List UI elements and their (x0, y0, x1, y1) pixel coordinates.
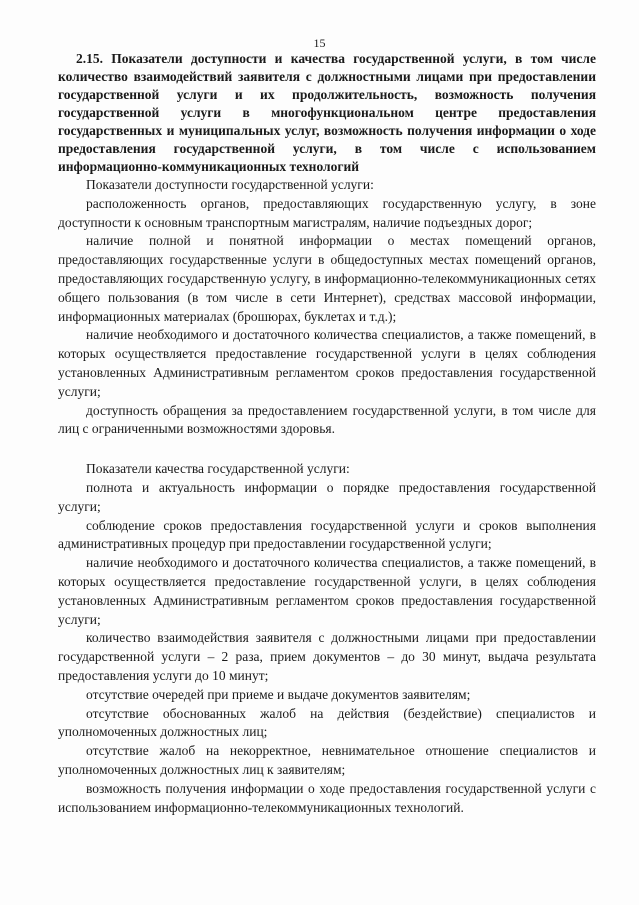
availability-item: доступность обращения за предоставлением государственной услуги, в том числе для лиц с ограниченными возможностями здоровья. (58, 402, 596, 437)
quality-item: отсутствие очередей при приеме и выдаче документов заявителям; (86, 686, 471, 702)
quality-item: наличие необходимого и достаточного количества специалистов, а также помещений, в которых осуществляется предоставление государственной услуги, в целях соблюдения установленных Административным регламентом сроков предоставления государственной услуги; (58, 555, 596, 627)
quality-item: количество взаимодействия заявителя с должностными лицами при предоставлении государственной услуги – 2 раза, прием документов – до 30 минут, выдача результата предоставления услуги до 10 минут; (58, 630, 596, 683)
availability-item: расположенность органов, предоставляющих государственную услугу, в зоне доступности к основным транспортным магистралям, наличие подъездных дорог; (58, 195, 596, 230)
page-number: 15 (313, 36, 326, 50)
quality-item: отсутствие жалоб на некорректное, невнимательное отношение специалистов и уполномоченных должностных лиц к заявителям; (58, 743, 596, 777)
availability-item: наличие полной и понятной информации о местах помещений органов, предоставляющих государственные услуги в общедоступных местах помещений органов, предоставляющих государственную услугу, в информационно-телекоммуникационных сетях общего пользования (в том числе в сети Интернет), средствах массовой информации, информационных материалах (брошюрах, буклетах и т.д.); (58, 233, 596, 324)
quality-item: возможность получения информации о ходе предоставления государственной услуги с использованием информационно-телекоммуникационных технологий. (58, 780, 596, 815)
section-heading: 2.15. Показатели доступности и качества государственной услуги, в том числе количество взаимодействий заявителя с должностными лицами при предоставлении государственной услуги и их продолжительность, возможность получения государственной услуги в многофункциональном центре предоставления государственных и муниципальных услуг, возможность получения информации о ходе предоставления государственной услуги, в том числе с использованием информационно-коммуникационных технологий (58, 51, 596, 174)
availability-title: Показатели доступности государственной услуги: (86, 177, 374, 192)
quality-item: полнота и актуальность информации о порядке предоставления государственной услуги; (58, 479, 596, 514)
section-spacer (58, 439, 596, 460)
document-body (58, 50, 596, 817)
quality-title: Показатели качества государственной услуги: (86, 461, 350, 477)
availability-item: наличие необходимого и достаточного количества специалистов, а также помещений, в которых осуществляется предоставление государственной услуги в целях соблюдения установленных Административным регламентом сроков предоставления государственной услуги; (58, 327, 596, 399)
quality-item: соблюдение сроков предоставления государственной услуги и сроков выполнения административных процедур при предоставлении государственной услуги; (58, 517, 596, 552)
quality-item: отсутствие обоснованных жалоб на действия (бездействие) специалистов и уполномоченных должностных лиц; (58, 705, 596, 740)
